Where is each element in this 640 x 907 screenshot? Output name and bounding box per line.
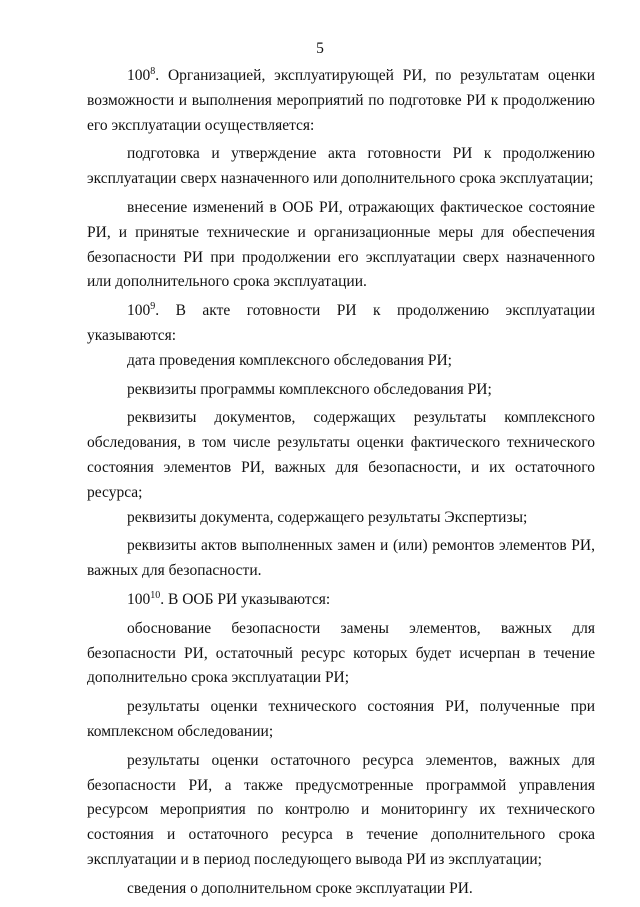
paragraph-100-8 (87, 64, 595, 138)
paragraph-text: . Организацией, эксплуатирующей РИ, по результатам оценки возможности и выполнения мероприятий по подготовке РИ к продолжению его эксплуатации осуществляется: (87, 67, 595, 134)
paragraph-text: . В акте готовности РИ к продолжению эксплуатации указываются: (87, 302, 595, 344)
clause-number: 100 (127, 590, 151, 608)
list-item: сведения о дополнительном сроке эксплуатации РИ. (127, 879, 473, 897)
list-item: реквизиты актов выполненных замен и (или) ремонтов элементов РИ, важных для безопасности. (87, 537, 595, 580)
page-number: 5 (316, 40, 324, 57)
list-item: реквизиты программы комплексного обследования РИ; (127, 380, 492, 398)
clause-superscript: 9 (150, 301, 156, 313)
clause-superscript: 10 (150, 589, 161, 601)
list-item: внесение изменений в ООБ РИ, отражающих фактическое состояние РИ, и принятые технические и организационные меры для обеспечения безопасности РИ при продолжении его эксплуатации сверх назначенного или дополнительного срока эксплуатации. (87, 198, 595, 291)
list-item: результаты оценки остаточного ресурса элементов, важных для безопасности РИ, а также предусмотренные программой управления ресурсом мероприятия по контролю и мониторингу их технического состояния и остаточного ресурса в течение дополнительного срока эксплуатации и в период последующего вывода РИ из эксплуатации; (87, 751, 595, 868)
list-item: дата проведения комплексного обследования РИ; (127, 351, 452, 369)
list-item: результаты оценки технического состояния РИ, полученные при комплексном обследовании; (87, 698, 595, 740)
list-item: реквизиты документа, содержащего результаты Экспертизы; (127, 508, 528, 526)
clause-number: 100 (127, 67, 151, 84)
list-item: обоснование безопасности замены элементов, важных для безопасности РИ, остаточный ресурс которых будет исчерпан в течение дополнительно срока эксплуатации РИ; (87, 619, 595, 687)
list-item: реквизиты документов, содержащих результаты комплексного обследования, в том числе результаты оценки фактического технического состояния элементов РИ, важных для безопасности, и их остаточного ресурса; (87, 409, 595, 501)
document-body (87, 64, 595, 902)
clause-number: 100 (127, 302, 151, 320)
paragraph-100-10 (87, 588, 595, 613)
paragraph-text: . В ООБ РИ указываются: (160, 590, 331, 608)
clause-superscript: 8 (150, 65, 156, 77)
list-item: подготовка и утверждение акта готовности РИ к продолжению эксплуатации сверх назначенного или дополнительного срока эксплуатации; (87, 145, 595, 188)
paragraph-100-9 (87, 299, 595, 349)
